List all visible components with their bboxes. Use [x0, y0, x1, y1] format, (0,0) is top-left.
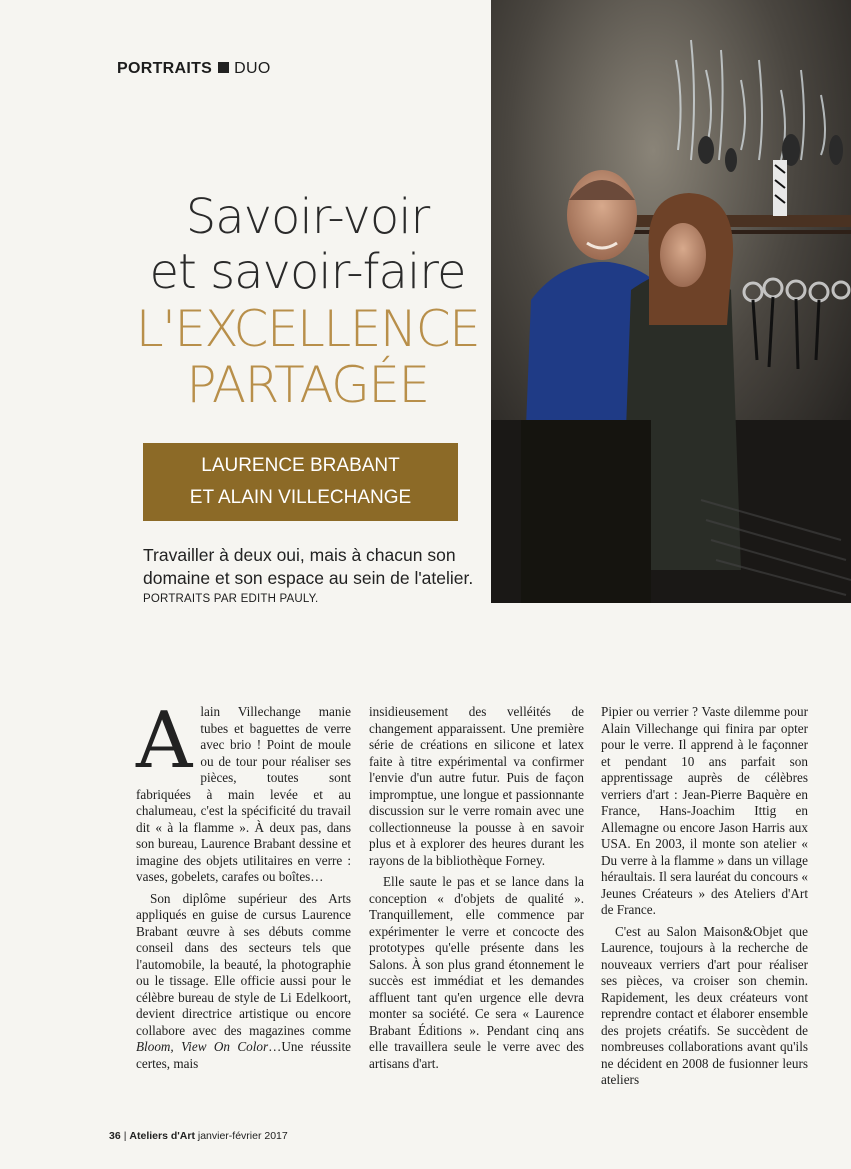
photo-credit: PORTRAITS PAR EDITH PAULY.: [143, 593, 319, 605]
title-line-4: PARTAGÉE: [186, 356, 429, 414]
page-number: 36: [109, 1130, 121, 1142]
portrait-photo: [491, 0, 851, 603]
paragraph: lain Villechange manie tubes et baguettes de verre avec brio ! Point de moule ou de tour pour réaliser ses pièces, toutes sont fabriquées à main levée et au chalumeau, c'est la spécificité du travail dit « à la flamme ». À deux pas, dans son bureau, Laurence Brabant dessine et imagine des objets utilitaires en verre : vases, gobelets, carafes ou boîtes…: [136, 704, 351, 884]
names-banner: [143, 443, 458, 521]
section-tag: [117, 60, 271, 78]
article-subtitle: Travailler à deux oui, mais à chacun son domaine et son espace au sein de l'atelier.: [143, 545, 474, 588]
footer-separator: |: [123, 1130, 127, 1142]
subsection-label: DUO: [234, 60, 271, 77]
drop-cap: A: [136, 696, 193, 786]
article-column-3: [601, 704, 808, 1089]
paragraph: Pipier ou verrier ? Vaste dilemme pour Alain Villechange qui finira par opter pour le verre. Il apprend à le façonner et pendant 10 ans parfait son apprentissage auprès de célèbres verriers d'art : Jean-Pierre Baquère en France, Hans-Joachim Ittig en Allemagne ou encore Jason Harris aux USA. En 2003, il monte son atelier « Du verre à la flamme » dans un village héraultais. Il sera lauréat du concours « Jeunes Créateurs » des Ateliers d'Art de France.: [601, 704, 808, 917]
paragraph: Son diplôme supérieur des Arts appliqués en guise de cursus Laurence Brabant œuvre à ses débuts comme conseil dans des secteurs tels que l'automobile, la beauté, la photographie ou le tissage. Elle officie aussi pour le célèbre bureau de style de Li Edelkoort, devient directrice artistique ou encore collabore avec des magazines comme: [136, 890, 351, 1038]
paragraph: Elle saute le pas et se lance dans la conception « d'objets de qualité ». Tranquillement, elle commence par expérimenter le verre et concocte des prototypes qu'elle présente dans les Salons. À son plus grand étonnement le succès est immédiat et les demandes affluent tant qu'en urgence elle devra monter sa société. Ce sera « Laurence Brabant Éditions ». Pendant cinq ans elle travaillera seule le verre avec des artisans d'art.: [369, 874, 584, 1071]
names-line-2: ET ALAIN VILLECHANGE: [189, 487, 412, 508]
title-line-3: L'EXCELLENCE: [135, 300, 480, 358]
square-bullet-icon: [218, 62, 229, 73]
issue-date: janvier-février 2017: [197, 1130, 288, 1142]
article-title: [110, 190, 505, 412]
page-footer: [109, 1130, 288, 1142]
section-label: PORTRAITS: [117, 60, 213, 77]
magazine-name: Ateliers d'Art: [129, 1130, 195, 1142]
article-column-2: [369, 704, 584, 1072]
paragraph: insidieusement des velléités de changement apparaissent. Une première série de créations en silicone et latex faite à titre expérimental va confirmer l'envie d'un autre futur. Puis de façon impromptue, une longue et passionnante discussion sur le verre romain avec une collectionneuse la pousse à en savoir plus et à explorer des heures durant les rayons de la bibliothèque Forney.: [369, 704, 584, 868]
names-line-1: LAURENCE BRABANT: [201, 455, 400, 476]
paragraph: C'est au Salon Maison&Objet que Laurence, toujours à la recherche de nouveaux verriers d'art pour réaliser ses pièces, va croiser son chemin. Rapidement, les deux créateurs vont reprendre contact et élaborer ensemble des projets créatifs. Se succèdent de nombreuses collaborations avant qu'ils ne décident en 2008 de fusionner leurs ateliers: [601, 923, 808, 1087]
paragraph-end: …Une réussite certes, mais: [136, 1039, 351, 1071]
italic-titles: Bloom, View On Color: [136, 1039, 269, 1054]
title-line-1: Savoir-voir: [185, 189, 430, 245]
title-line-2: et savoir-faire: [149, 244, 466, 300]
article-column-1: [136, 696, 351, 1072]
